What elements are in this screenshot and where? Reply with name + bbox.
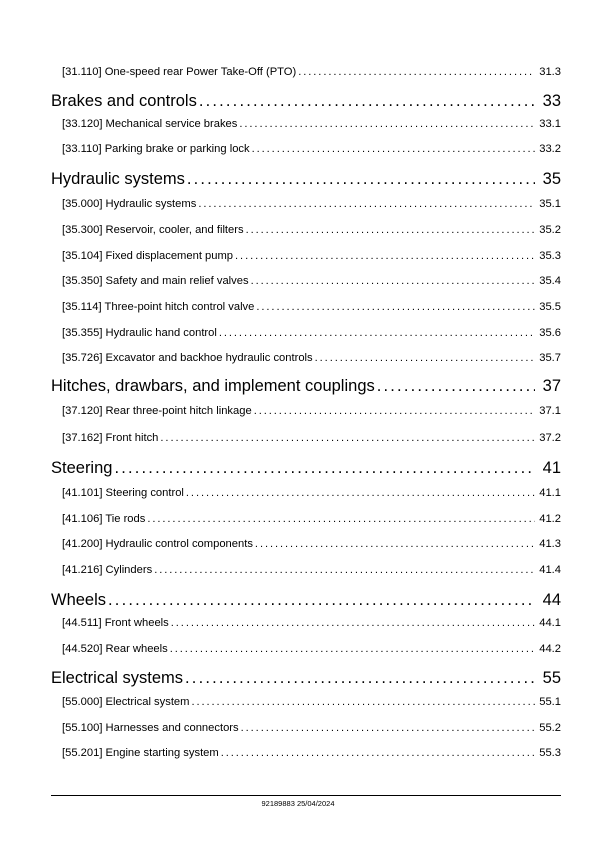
toc-subsection-title: [35.000] Hydraulic systems: [62, 198, 197, 210]
toc-subsection-title: [41.101] Steering control: [62, 487, 184, 499]
toc-subsection-row[interactable]: [62, 275, 561, 287]
toc-page-number: 37: [542, 377, 561, 395]
footer-rule: [51, 795, 561, 796]
toc-section-title: Steering: [51, 459, 113, 477]
toc-section-title: Hydraulic systems: [51, 170, 185, 188]
dot-leader: [185, 669, 535, 688]
toc-page-number: 33.2: [539, 143, 561, 155]
dot-leader: [255, 538, 535, 550]
toc-subsection-row[interactable]: [62, 327, 561, 339]
toc-page-number: 55.2: [539, 722, 561, 734]
toc-page-number: 33: [542, 92, 561, 110]
toc-subsection-title: [41.106] Tie rods: [62, 513, 146, 525]
toc-page-number: 33.1: [539, 118, 561, 130]
toc-page-number: 44.2: [539, 643, 561, 655]
dot-leader: [198, 198, 535, 210]
dot-leader: [187, 170, 535, 189]
toc-page-number: 35.2: [539, 224, 561, 236]
toc-subsection-title: [31.110] One-speed rear Power Take-Off (PTO): [62, 66, 297, 78]
dot-leader: [235, 250, 535, 262]
toc-subsection-row[interactable]: [62, 143, 561, 155]
toc-page-number: 37.1: [539, 405, 561, 417]
toc-page-number: 35.7: [539, 352, 561, 364]
toc-page-number: 55: [542, 669, 561, 687]
toc-page-number: 55.3: [539, 747, 561, 759]
dot-leader: [246, 224, 536, 236]
toc-page-number: 44.1: [539, 617, 561, 629]
dot-leader: [160, 432, 535, 444]
dot-leader: [199, 92, 535, 111]
toc-section-title: Electrical systems: [51, 669, 184, 687]
dot-leader: [254, 405, 536, 417]
toc-subsection-title: [35.300] Reservoir, cooler, and filters: [62, 224, 244, 236]
toc-section-title: Hitches, drawbars, and implement couplings: [51, 377, 375, 395]
toc-subsection-row[interactable]: [62, 487, 561, 499]
dot-leader: [239, 118, 535, 130]
footer-doc-number: 92189883 25/04/2024: [261, 799, 335, 808]
dot-leader: [251, 275, 536, 287]
toc-subsection-title: [37.120] Rear three-point hitch linkage: [62, 405, 252, 417]
dot-leader: [191, 696, 535, 708]
dot-leader: [241, 722, 536, 734]
toc-subsection-title: [33.110] Parking brake or parking lock: [62, 143, 250, 155]
toc-subsection-row[interactable]: [62, 432, 561, 444]
toc-section-title: Brakes and controls: [51, 92, 197, 110]
toc-subsection-title: [41.216] Cylinders: [62, 564, 153, 576]
dot-leader: [377, 377, 535, 396]
toc-subsection-row[interactable]: [62, 538, 561, 550]
dot-leader: [252, 143, 536, 155]
toc-subsection-title: [44.520] Rear wheels: [62, 643, 168, 655]
dot-leader: [256, 301, 535, 313]
toc-section-row[interactable]: [51, 170, 561, 189]
toc-page-number: 35.3: [539, 250, 561, 262]
toc-subsection-title: [55.201] Engine starting system: [62, 747, 219, 759]
toc-subsection-row[interactable]: [62, 250, 561, 262]
toc-subsection-title: [35.350] Safety and main relief valves: [62, 275, 249, 287]
toc-section-row[interactable]: [51, 459, 561, 478]
toc-subsection-row[interactable]: [62, 747, 561, 759]
toc-subsection-row[interactable]: [62, 643, 561, 655]
toc-section-row[interactable]: [51, 92, 561, 111]
toc-subsection-title: [35.114] Three-point hitch control valve: [62, 301, 255, 313]
toc-section-row[interactable]: [51, 591, 561, 610]
dot-leader: [298, 66, 535, 78]
toc-page-number: 41: [542, 459, 561, 477]
toc-page-number: 55.1: [539, 696, 561, 708]
toc-page-number: 37.2: [539, 432, 561, 444]
dot-leader: [171, 617, 535, 629]
dot-leader: [108, 591, 535, 610]
toc-page-number: 35.6: [539, 327, 561, 339]
toc-page-number: 41.3: [539, 538, 561, 550]
toc-subsection-row[interactable]: [62, 301, 561, 313]
toc-subsection-row[interactable]: [62, 405, 561, 417]
toc-section-row[interactable]: [51, 669, 561, 688]
toc-subsection-row[interactable]: [62, 513, 561, 525]
dot-leader: [186, 487, 535, 499]
toc-subsection-row[interactable]: [62, 66, 561, 78]
toc-subsection-row[interactable]: [62, 224, 561, 236]
dot-leader: [114, 459, 535, 478]
dot-leader: [170, 643, 535, 655]
dot-leader: [147, 513, 535, 525]
toc-page-number: 41.1: [539, 487, 561, 499]
toc-subsection-row[interactable]: [62, 352, 561, 364]
dot-leader: [315, 352, 536, 364]
toc-page-number: 41.2: [539, 513, 561, 525]
toc-page-number: 44: [542, 591, 561, 609]
toc-subsection-row[interactable]: [62, 722, 561, 734]
toc-page-number: 31.3: [539, 66, 561, 78]
toc-subsection-row[interactable]: [62, 696, 561, 708]
toc-subsection-row[interactable]: [62, 198, 561, 210]
toc-section-row[interactable]: [51, 377, 561, 396]
toc-subsection-title: [35.726] Excavator and backhoe hydraulic controls: [62, 352, 313, 364]
toc-page-number: 35.4: [539, 275, 561, 287]
toc-subsection-row[interactable]: [62, 617, 561, 629]
dot-leader: [154, 564, 535, 576]
toc-subsection-title: [33.120] Mechanical service brakes: [62, 118, 238, 130]
dot-leader: [219, 327, 535, 339]
toc-page-number: 41.4: [539, 564, 561, 576]
toc-subsection-row[interactable]: [62, 564, 561, 576]
toc-section-title: Wheels: [51, 591, 107, 609]
toc-subsection-title: [41.200] Hydraulic control components: [62, 538, 253, 550]
toc-page-number: 35: [542, 170, 561, 188]
toc-subsection-title: [37.162] Front hitch: [62, 432, 159, 444]
toc-subsection-title: [35.104] Fixed displacement pump: [62, 250, 234, 262]
toc-subsection-title: [55.100] Harnesses and connectors: [62, 722, 239, 734]
toc-subsection-row[interactable]: [62, 118, 561, 130]
toc-subsection-title: [35.355] Hydraulic hand control: [62, 327, 217, 339]
toc-subsection-title: [44.511] Front wheels: [62, 617, 169, 629]
toc-page-number: 35.5: [539, 301, 561, 313]
dot-leader: [221, 747, 536, 759]
toc-subsection-title: [55.000] Electrical system: [62, 696, 190, 708]
toc-page-number: 35.1: [539, 198, 561, 210]
